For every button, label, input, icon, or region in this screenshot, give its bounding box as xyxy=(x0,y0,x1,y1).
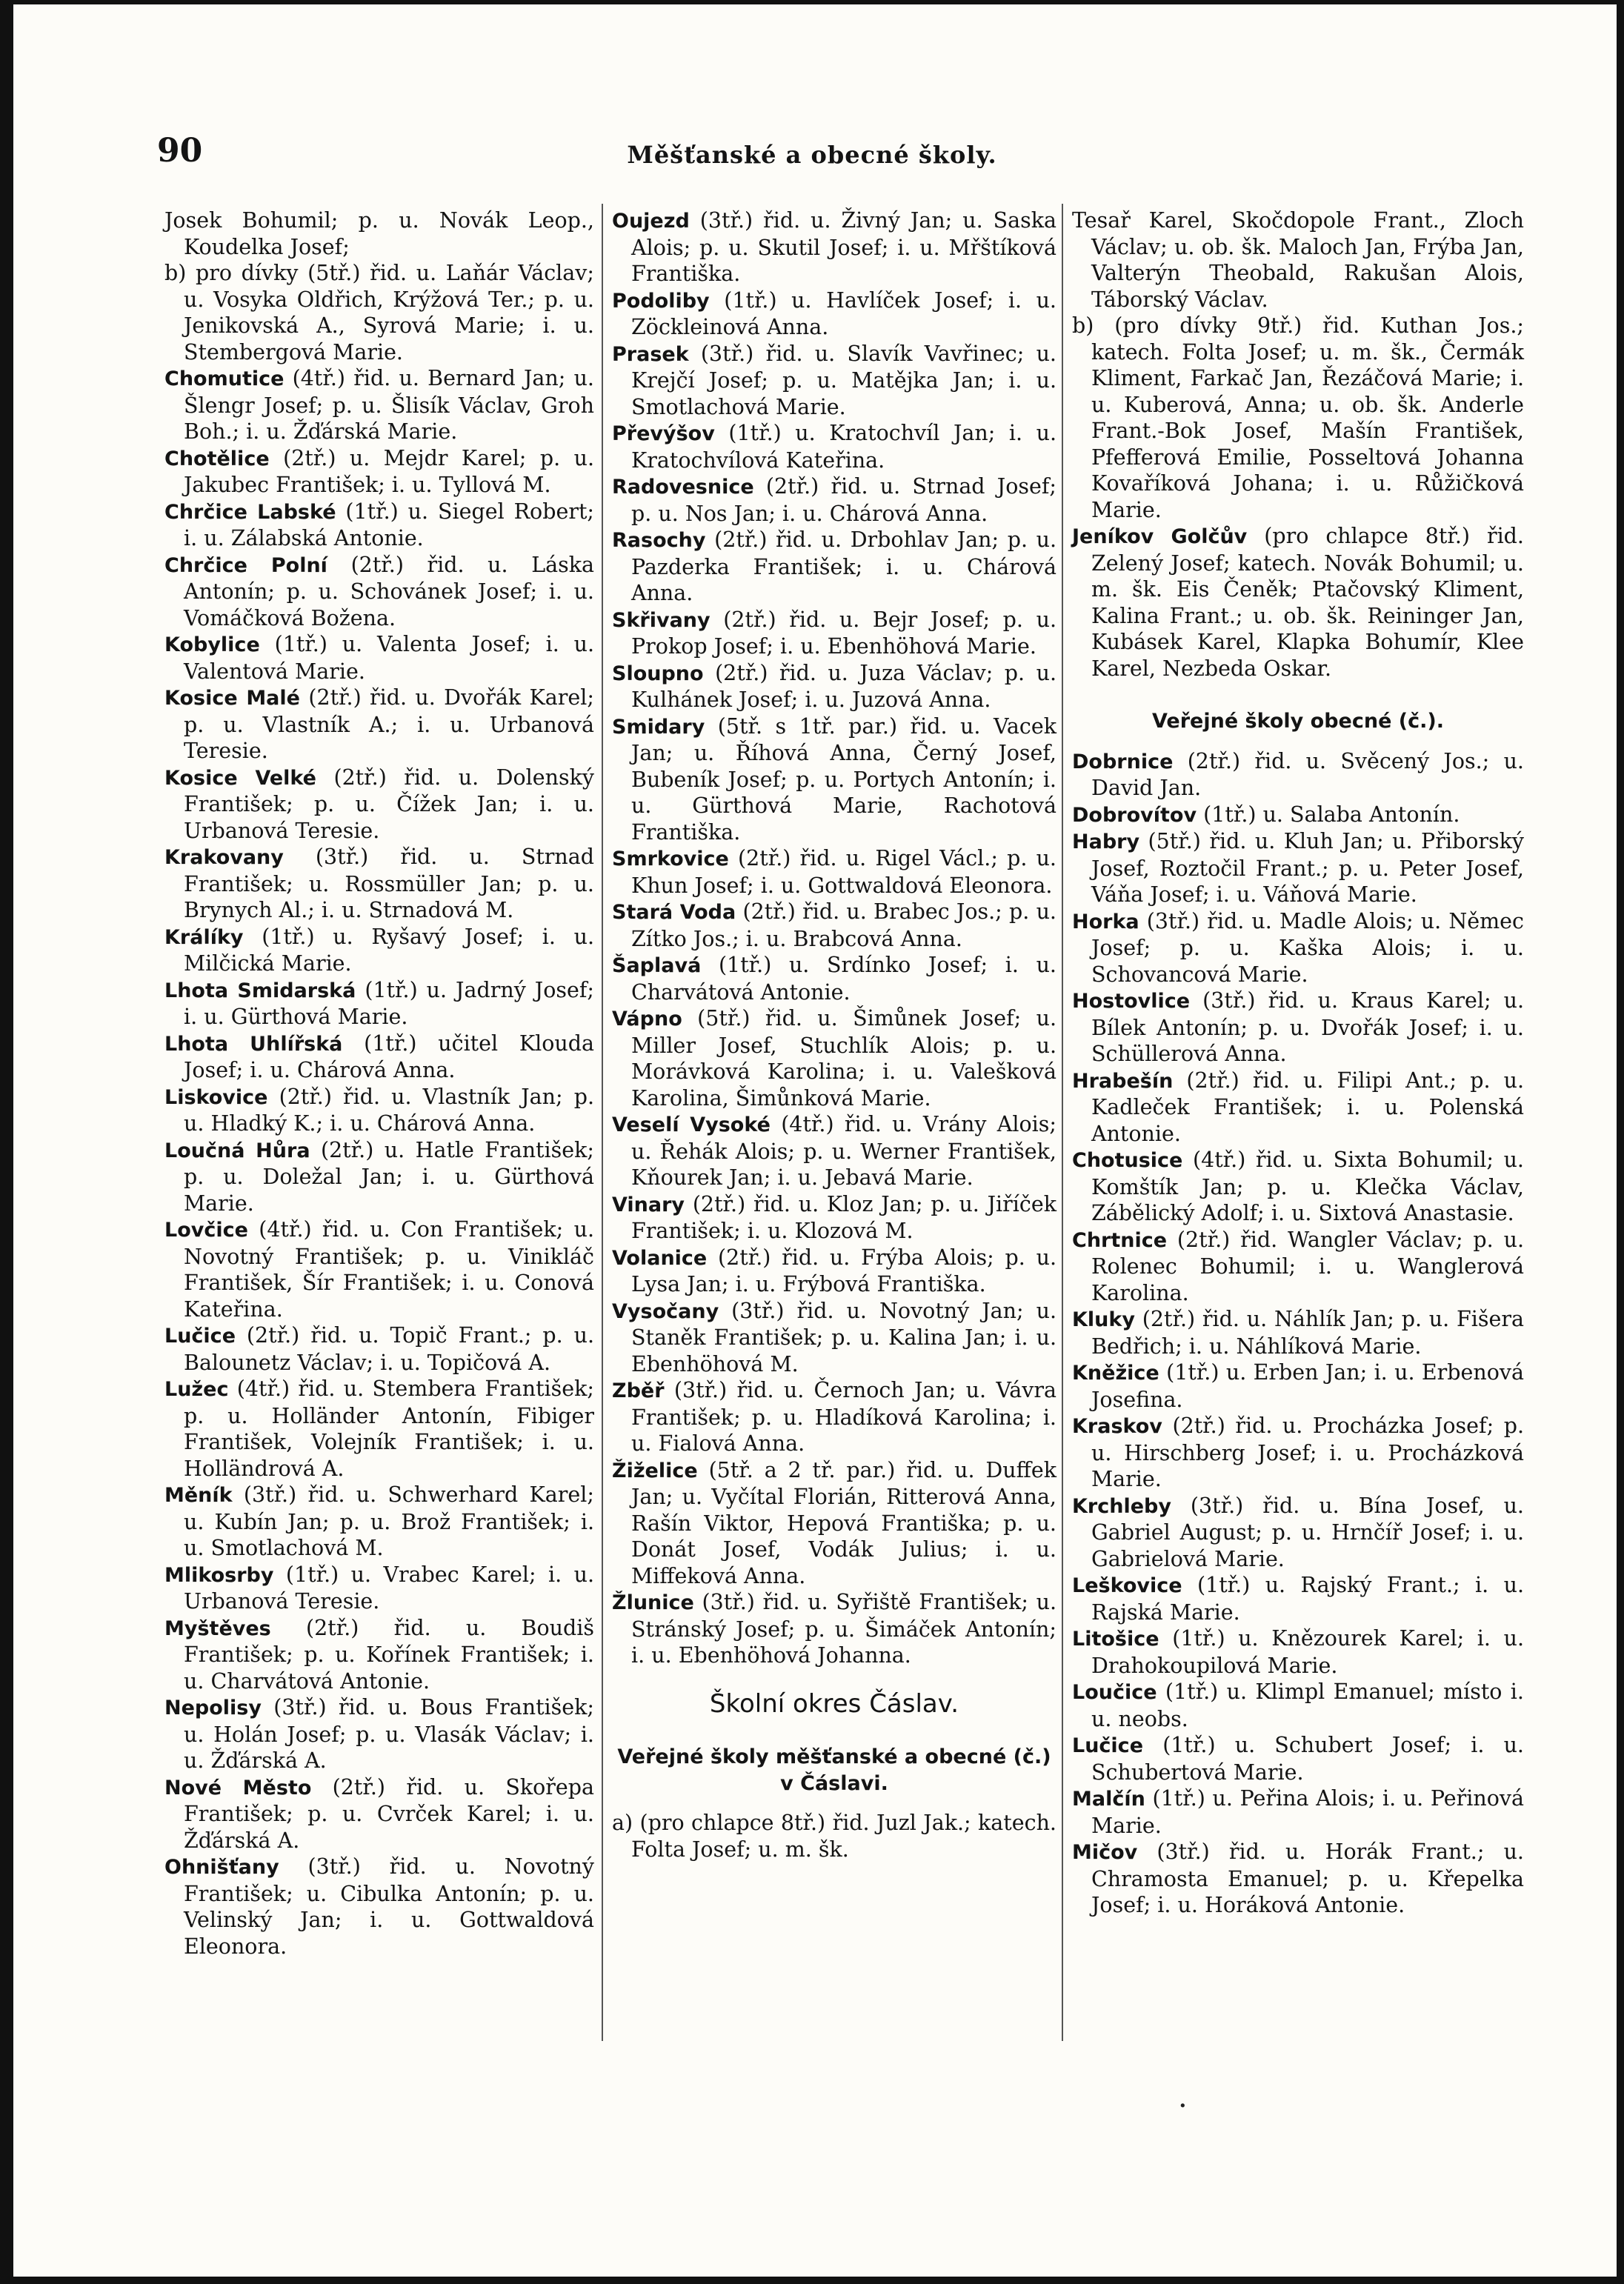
entry-text: (3tř.) řid. u. Novotný František; u. Cibulka Antonín; p. u. Velinský Jan; i. u. Gottwaldová Eleonora. xyxy=(184,1854,594,1959)
entry-text: (2tř.) u. Hatle František; p. u. Doležal Jan; i. u. Gürthová Marie. xyxy=(184,1137,594,1216)
entry-text: b) pro dívky (5tř.) řid. u. Laňár Václav; u. Vosyka Oldřich, Krýžová Ter.; p. u. Jenikovská A., Syrová Marie; i. u. Stembergová Marie. xyxy=(164,261,594,364)
directory-entry xyxy=(164,260,594,365)
column-rule xyxy=(1062,204,1063,2041)
entry-text: (2tř.) řid. u. Filipi Ant.; p. u. Kadleček František; i. u. Polenská Antonie. xyxy=(1091,1068,1525,1146)
column-2 xyxy=(612,207,1056,1862)
place-name: Kněžice xyxy=(1072,1362,1159,1385)
place-name: Habry xyxy=(1072,830,1140,853)
entry-text: (1tř.) u. Vrabec Karel; i. u. Urbanová Teresie. xyxy=(184,1562,595,1614)
directory-entry xyxy=(164,1482,594,1562)
directory-entry xyxy=(164,1615,594,1695)
place-name: Krakovany xyxy=(164,846,284,869)
place-name: Lučice xyxy=(1072,1734,1144,1757)
directory-entry xyxy=(1072,1493,1524,1573)
running-title: Měšťanské a obecné školy. xyxy=(627,141,997,169)
place-name: Volanice xyxy=(612,1246,708,1270)
entry-text: (5tř.) řid. u. Kluh Jan; u. Přiborský Josef, Roztočil Frant.; p. u. Peter Josef, Váňa Josef; i. u. Váňová Marie. xyxy=(1091,829,1524,907)
entry-text: (1tř.) u. Valenta Josef; i. u. Valentová Marie. xyxy=(184,632,595,684)
entry-text: (1tř.) u. Knězourek Karel; i. u. Drahokoupilová Marie. xyxy=(1091,1626,1525,1678)
entry-text: (2tř.) řid. u. Náhlík Jan; p. u. Fišera Bedřich; i. u. Náhlíková Marie. xyxy=(1091,1307,1524,1359)
place-name: Kosice Velké xyxy=(164,766,316,790)
entry-text: (3tř.) řid. u. Kraus Karel; u. Bílek Antonín; p. u. Dvořák Josef; i. u. Schüllerová Anna. xyxy=(1091,988,1524,1066)
directory-entry xyxy=(612,1810,1056,1862)
entry-text: (3tř.) řid. u. Živný Jan; u. Saska Alois; p. u. Skutil Josef; i. u. Mřštíková Františka. xyxy=(631,208,1057,286)
place-name: Dobrovítov xyxy=(1072,803,1197,827)
directory-entry xyxy=(612,1245,1056,1298)
directory-entry xyxy=(164,924,594,977)
place-name: Loučná Hůra xyxy=(164,1139,310,1162)
directory-entry xyxy=(612,899,1056,952)
place-name: Chotělice xyxy=(164,447,270,470)
place-name: Šaplavá xyxy=(612,954,702,977)
directory-entry xyxy=(612,1191,1056,1245)
directory-entry xyxy=(612,660,1056,713)
directory-entry xyxy=(164,552,594,632)
entry-text: Tesař Karel, Skočdopole Frant., Zloch Václav; u. ob. šk. Maloch Jan, Frýba Jan, Valterýn Theobald, Rakušan Alois, Táborský Václav. xyxy=(1072,208,1524,312)
entry-text: (2tř.) řid. u. Skořepa František; p. u. Cvrček Karel; i. u. Žďárská A. xyxy=(184,1774,595,1853)
page-number: 90 xyxy=(157,132,203,170)
directory-entry xyxy=(1072,988,1524,1068)
section-heading: Veřejné školy měšťanské a obecné (č.) v Čáslavi. xyxy=(617,1745,1051,1795)
place-name: Krchleby xyxy=(1072,1494,1171,1518)
entry-text: (2tř.) řid. u. Procházka Josef; p. u. Hirschberg Josef; i. u. Procházková Marie. xyxy=(1091,1414,1524,1491)
entry-text: (3tř.) řid. u. Horák Frant.; u. Chramosta Emanuel; p. u. Křepelka Josef; i. u. Horáková Antonie. xyxy=(1091,1839,1524,1917)
entry-text: (1tř.) u. Erben Jan; i. u. Erbenová Josefina. xyxy=(1091,1360,1524,1412)
place-name: Kobylice xyxy=(164,633,260,656)
directory-entry xyxy=(1072,908,1524,988)
entry-text: (1tř.) u. Peřina Alois; i. u. Peřinová Marie. xyxy=(1091,1786,1525,1838)
entry-text: (5tř. a 2 tř. par.) řid. u. Duffek Jan; u. Vyčítal Florián, Ritterová Anna, Rašín Viktor, Hepová Františka; p. u. Donát Josef, Vodák Julius; i. u. Miffeková Anna. xyxy=(631,1457,1056,1588)
entry-text: (2tř.) řid. u. Strnad Josef; p. u. Nos Jan; i. u. Chárová Anna. xyxy=(631,474,1056,526)
entry-text: (4tř.) řid. u. Sixta Bohumil; u. Komštík Jan; p. u. Klečka Václav, Zábělický Adolf; i. u. Sixtová Anastasie. xyxy=(1091,1148,1524,1225)
column-3 xyxy=(1072,207,1524,1919)
directory-entry xyxy=(164,499,594,552)
directory-entry xyxy=(612,1005,1056,1111)
directory-entry xyxy=(612,287,1056,341)
entry-text: (4tř.) řid. u. Vrány Alois; u. Řehák Alois; p. u. Werner František, Kňourek Jan; i. u. Jebavá Marie. xyxy=(631,1112,1056,1190)
entry-text: (2tř.) u. Mejdr Karel; p. u. Jakubec František; i. u. Tyllová M. xyxy=(184,445,594,497)
entry-text: (1tř.) u. Salaba Antonín. xyxy=(1203,802,1460,827)
place-name: Ohnišťany xyxy=(164,1856,279,1879)
directory-entry xyxy=(1072,313,1524,523)
directory-entry xyxy=(612,1111,1056,1191)
place-name: Nepolisy xyxy=(164,1697,262,1719)
place-name: Převýšov xyxy=(612,422,715,445)
section-heading: Veřejné školy obecné (č.). xyxy=(1152,710,1444,733)
place-name: Chomutice xyxy=(164,367,284,390)
place-name: Loučice xyxy=(1072,1681,1157,1704)
entry-text: (1tř.) u. Srdínko Josef; i. u. Charvátová Antonie. xyxy=(631,953,1056,1005)
column-1 xyxy=(164,207,594,1960)
directory-entry xyxy=(164,1562,594,1615)
ink-speck: · xyxy=(1178,2089,1188,2123)
entry-text: (3tř.) řid. u. Novotný Jan; u. Staněk František; p. u. Kalina Jan; i. u. Ebenhöhová M. xyxy=(631,1298,1057,1376)
entry-text: (2tř.) řid. u. Frýba Alois; p. u. Lysa Jan; i. u. Frýbová Františka. xyxy=(631,1245,1057,1296)
place-name: Chrčice Labské xyxy=(164,500,336,524)
place-name: Nové Město xyxy=(164,1776,312,1799)
entry-text: (1tř.) u. Rajský Frant.; i. u. Rajská Marie. xyxy=(1091,1573,1524,1625)
entry-text: (4tř.) řid. u. Stembera František; p. u. Holländer Antonín, Fibiger František, Volejník František; i. u. Holländrová A. xyxy=(184,1376,595,1481)
entry-text: (2tř.) řid. u. Juza Václav; p. u. Kulhánek Josef; i. u. Juzová Anna. xyxy=(631,660,1057,712)
directory-entry xyxy=(612,527,1056,607)
entry-text: (1tř.) u. Schubert Josef; i. u. Schubertová Marie. xyxy=(1091,1733,1524,1785)
directory-entry xyxy=(612,713,1056,846)
directory-entry xyxy=(164,1774,594,1854)
directory-entry xyxy=(1072,1679,1524,1732)
place-name: Smidary xyxy=(612,715,705,739)
entry-text: (1tř.) u. Havlíček Josef; i. u. Zöckleinová Anna. xyxy=(631,287,1056,339)
place-name: Smrkovice xyxy=(612,848,729,870)
directory-entry xyxy=(164,1137,594,1217)
directory-entry xyxy=(164,365,594,445)
place-name: Oujezd xyxy=(612,210,690,233)
entry-text: (4tř.) řid. u. Con František; u. Novotný František; p. u. Vinikláč František, Šír František; i. u. Conová Kateřina. xyxy=(184,1217,595,1322)
place-name: Myštěves xyxy=(164,1617,271,1640)
entry-text: (3tř.) řid. u. Bous František; u. Holán Josef; p. u. Vlasák Václav; i. u. Žďárská A. xyxy=(184,1695,594,1773)
directory-entry xyxy=(1072,1147,1524,1227)
entry-text: (3tř.) řid. u. Madle Alois; u. Němec Josef; p. u. Kaška Alois; i. u. Schovancová Marie. xyxy=(1091,908,1524,987)
directory-entry xyxy=(612,473,1056,527)
place-name: Rasochy xyxy=(612,529,706,552)
entry-text: (1tř.) učitel Klouda Josef; i. u. Chárová Anna. xyxy=(184,1031,594,1082)
entry-text: (1tř.) u. Jadrný Josef; i. u. Gürthová Marie. xyxy=(184,977,594,1029)
entry-text: (2tř.) řid. u. Bejr Josef; p. u. Prokop Josef; i. u. Ebenhöhová Marie. xyxy=(631,607,1056,659)
place-name: Vápno xyxy=(612,1008,682,1031)
place-name: Sloupno xyxy=(612,662,704,685)
directory-entry xyxy=(612,845,1056,899)
directory-entry xyxy=(1072,802,1524,829)
entry-text: (2tř.) řid. u. Brabec Jos.; p. u. Zítko Jos.; i. u. Brabcová Anna. xyxy=(631,899,1056,951)
directory-entry xyxy=(164,765,594,845)
directory-entry xyxy=(1072,828,1524,908)
directory-entry xyxy=(164,977,594,1031)
directory-entry xyxy=(164,1694,594,1774)
entry-text: (pro chlapce 8tř.) řid. Zelený Josef; katech. Novák Bohumil; u. m. šk. Eis Čeněk; Ptačovský Kliment, Kalina Frant.; u. ob. šk. Reininger Jan, Kubásek Karel, Klapka Bohumír, Klee Karel, Nezbeda Oskar. xyxy=(1091,524,1524,681)
directory-entry xyxy=(1072,1306,1524,1359)
entry-text: (3tř.) řid. u. Syřiště František; u. Stránský Josef; p. u. Šimáček Antonín; i. u. Ebenhöhová Johanna. xyxy=(631,1590,1056,1668)
entry-text: (2tř.) řid. u. Láska Antonín; p. u. Schovánek Josef; i. u. Vomáčková Božena. xyxy=(184,552,594,630)
directory-entry xyxy=(1072,207,1524,313)
place-name: Chrčice Polní xyxy=(164,553,327,577)
entry-text: (1tř.) u. Siegel Robert; i. u. Zálabská Antonie. xyxy=(184,499,595,550)
place-name: Hostovlice xyxy=(1072,990,1191,1013)
place-name: Radovesnice xyxy=(612,476,754,499)
entry-text: (1tř.) u. Ryšavý Josef; i. u. Milčická Marie. xyxy=(184,924,595,976)
directory-entry xyxy=(612,952,1056,1005)
directory-entry xyxy=(612,207,1056,287)
place-name: Vysočany xyxy=(612,1299,719,1323)
directory-entry xyxy=(1072,1572,1524,1625)
directory-entry xyxy=(1072,1413,1524,1493)
entry-text: (2tř.) řid. u. Svěcený Jos.; u. David Jan. xyxy=(1091,748,1524,800)
directory-entry xyxy=(612,1298,1056,1378)
directory-entry xyxy=(612,420,1056,473)
place-name: Lhota Smidarská xyxy=(164,979,356,1002)
entry-text: (2tř.) řid. Wangler Václav; p. u. Rolenec Bohumil; i. u. Wanglerová Karolina. xyxy=(1091,1227,1524,1305)
place-name: Lhota Uhlířská xyxy=(164,1032,343,1056)
entry-text: (1tř.) u. Kratochvíl Jan; i. u. Kratochvílová Kateřina. xyxy=(631,421,1057,473)
place-name: Mičov xyxy=(1072,1841,1138,1864)
directory-entry xyxy=(612,1457,1056,1590)
place-name: Litošice xyxy=(1072,1628,1159,1651)
directory-entry xyxy=(164,844,594,924)
place-name: Kosice Malé xyxy=(164,687,300,710)
place-name: Prasek xyxy=(612,342,689,366)
directory-entry xyxy=(612,341,1056,421)
place-name: Leškovice xyxy=(1072,1574,1182,1597)
place-name: Kraskov xyxy=(1072,1415,1162,1438)
directory-entry xyxy=(164,631,594,685)
place-name: Vinary xyxy=(612,1193,685,1216)
directory-entry xyxy=(612,1589,1056,1669)
place-name: Mlikosrby xyxy=(164,1563,274,1587)
place-name: Chotusice xyxy=(1072,1149,1183,1172)
place-name: Zběř xyxy=(612,1379,665,1402)
directory-entry xyxy=(164,1376,594,1482)
place-name: Stará Voda xyxy=(612,901,736,924)
entry-text: Josek Bohumil; p. u. Novák Leop., Koudelka Josef; xyxy=(164,208,594,259)
place-name: Lovčice xyxy=(164,1219,248,1242)
directory-entry xyxy=(164,1854,594,1960)
section-heading: Školní okres Čáslav. xyxy=(709,1688,959,1719)
entry-text: (2tř.) řid. u. Topič Frant.; p. u. Balounetz Václav; i. u. Topičová A. xyxy=(184,1323,594,1375)
directory-entry xyxy=(1072,1839,1524,1919)
directory-entry xyxy=(164,1216,594,1322)
directory-entry xyxy=(612,1377,1056,1457)
entry-text: (3tř.) řid. u. Černoch Jan; u. Vávra František; p. u. Hladíková Karolina; i. u. Fialová Anna. xyxy=(631,1378,1056,1456)
entry-text: (3tř.) řid. u. Strnad František; u. Rossmüller Jan; p. u. Brynych Al.; i. u. Strnadová M. xyxy=(184,845,595,922)
entry-text: (3tř.) řid. u. Bína Josef, u. Gabriel August; p. u. Hrnčíř Josef; i. u. Gabrielová Marie. xyxy=(1091,1493,1524,1571)
directory-entry xyxy=(1072,1359,1524,1413)
place-name: Žlunice xyxy=(612,1591,694,1614)
place-name: Veselí Vysoké xyxy=(612,1113,771,1136)
directory-entry xyxy=(164,445,594,499)
directory-entry xyxy=(164,1322,594,1376)
directory-entry xyxy=(164,1084,594,1137)
entry-text: (5tř.) řid. u. Šimůnek Josef; u. Miller Josef, Stuchlík Alois; p. u. Morávková Karolina; i. u. Valešková Karolina, Šimůnková Marie. xyxy=(631,1006,1057,1111)
place-name: Dobrnice xyxy=(1072,750,1174,773)
place-name: Lučice xyxy=(164,1325,236,1348)
directory-entry xyxy=(1072,1732,1524,1785)
place-name: Podoliby xyxy=(612,289,710,313)
directory-entry xyxy=(164,1031,594,1084)
place-name: Malčín xyxy=(1072,1788,1145,1811)
place-name: Skřivany xyxy=(612,608,710,632)
entry-text: (2tř.) řid. u. Rigel Václ.; p. u. Khun Josef; i. u. Gottwaldová Eleonora. xyxy=(631,846,1056,898)
entry-text: (3tř.) řid. u. Slavík Vavřinec; u. Krejčí Josef; p. u. Matějka Jan; i. u. Smotlachová Marie. xyxy=(631,341,1056,419)
directory-entry xyxy=(164,207,594,260)
entry-text: (1tř.) u. Klimpl Emanuel; místo i. u. neobs. xyxy=(1091,1679,1524,1731)
directory-entry xyxy=(612,607,1056,660)
directory-entry xyxy=(1072,1785,1524,1839)
entry-text: (2tř.) řid. u. Dolenský František; p. u. Čížek Jan; i. u. Urbanová Teresie. xyxy=(184,765,595,843)
entry-text: (2tř.) řid. u. Vlastník Jan; p. u. Hladký K.; i. u. Chárová Anna. xyxy=(184,1084,595,1136)
entry-text: (2tř.) řid. u. Drbohlav Jan; p. u. Pazderka František; i. u. Chárová Anna. xyxy=(631,527,1057,605)
place-name: Žiželice xyxy=(612,1459,698,1482)
entry-text: (3tř.) řid. u. Schwerhard Karel; u. Kubín Jan; p. u. Brož František; i. u. Smotlachová M. xyxy=(184,1482,595,1560)
entry-text: (2tř.) řid. u. Boudiš František; p. u. Kořínek František; i. u. Charvátová Antonie. xyxy=(184,1615,595,1694)
place-name: Lužec xyxy=(164,1378,229,1401)
place-name: Chrtnice xyxy=(1072,1228,1168,1252)
place-name: Měník xyxy=(164,1484,233,1507)
directory-entry xyxy=(1072,748,1524,802)
place-name: Hrabešín xyxy=(1072,1069,1174,1093)
directory-entry xyxy=(1072,1625,1524,1679)
entry-text: (4tř.) řid. u. Bernard Jan; u. Šlengr Josef; p. u. Šlisík Václav, Groh Boh.; i. u. Žďárská Marie. xyxy=(184,366,594,444)
place-name: Kluky xyxy=(1072,1308,1135,1331)
place-name: Králíky xyxy=(164,925,244,949)
entry-text: (2tř.) řid. u. Dvořák Karel; p. u. Vlastník A.; i. u. Urbanová Teresie. xyxy=(184,685,594,763)
entry-text: (2tř.) řid. u. Kloz Jan; p. u. Jiříček František; i. u. Klozová M. xyxy=(631,1191,1057,1243)
entry-text: b) (pro dívky 9tř.) řid. Kuthan Jos.; katech. Folta Josef; u. m. šk., Čermák Kliment, Farkač Jan, Řezáčová Marie; i. u. Kuberová, Anna; u. ob. šk. Anderle Frant.-Bok Josef, Mašín František, Pfefferová Emilie, Posseltová Johanna Kovaříková Johana; i. u. Růžičková Marie. xyxy=(1072,313,1524,522)
directory-entry xyxy=(164,685,594,765)
place-name: Jeníkov Golčův xyxy=(1072,525,1248,548)
column-rule xyxy=(602,204,603,2041)
place-name: Horka xyxy=(1072,910,1139,933)
entry-text: a) (pro chlapce 8tř.) řid. Juzl Jak.; katech. Folta Josef; u. m. šk. xyxy=(612,1811,1056,1862)
directory-entry xyxy=(1072,1227,1524,1307)
place-name: Liskovice xyxy=(164,1085,268,1109)
entry-text: (5tř. s 1tř. par.) řid. u. Vacek Jan; u. Říhová Anna, Černý Josef, Bubeník Josef; p. u. Portych Antonín; i. u. Gürthová Marie, Rachotová Františka. xyxy=(631,713,1056,845)
directory-entry xyxy=(1072,523,1524,682)
directory-entry xyxy=(1072,1068,1524,1148)
